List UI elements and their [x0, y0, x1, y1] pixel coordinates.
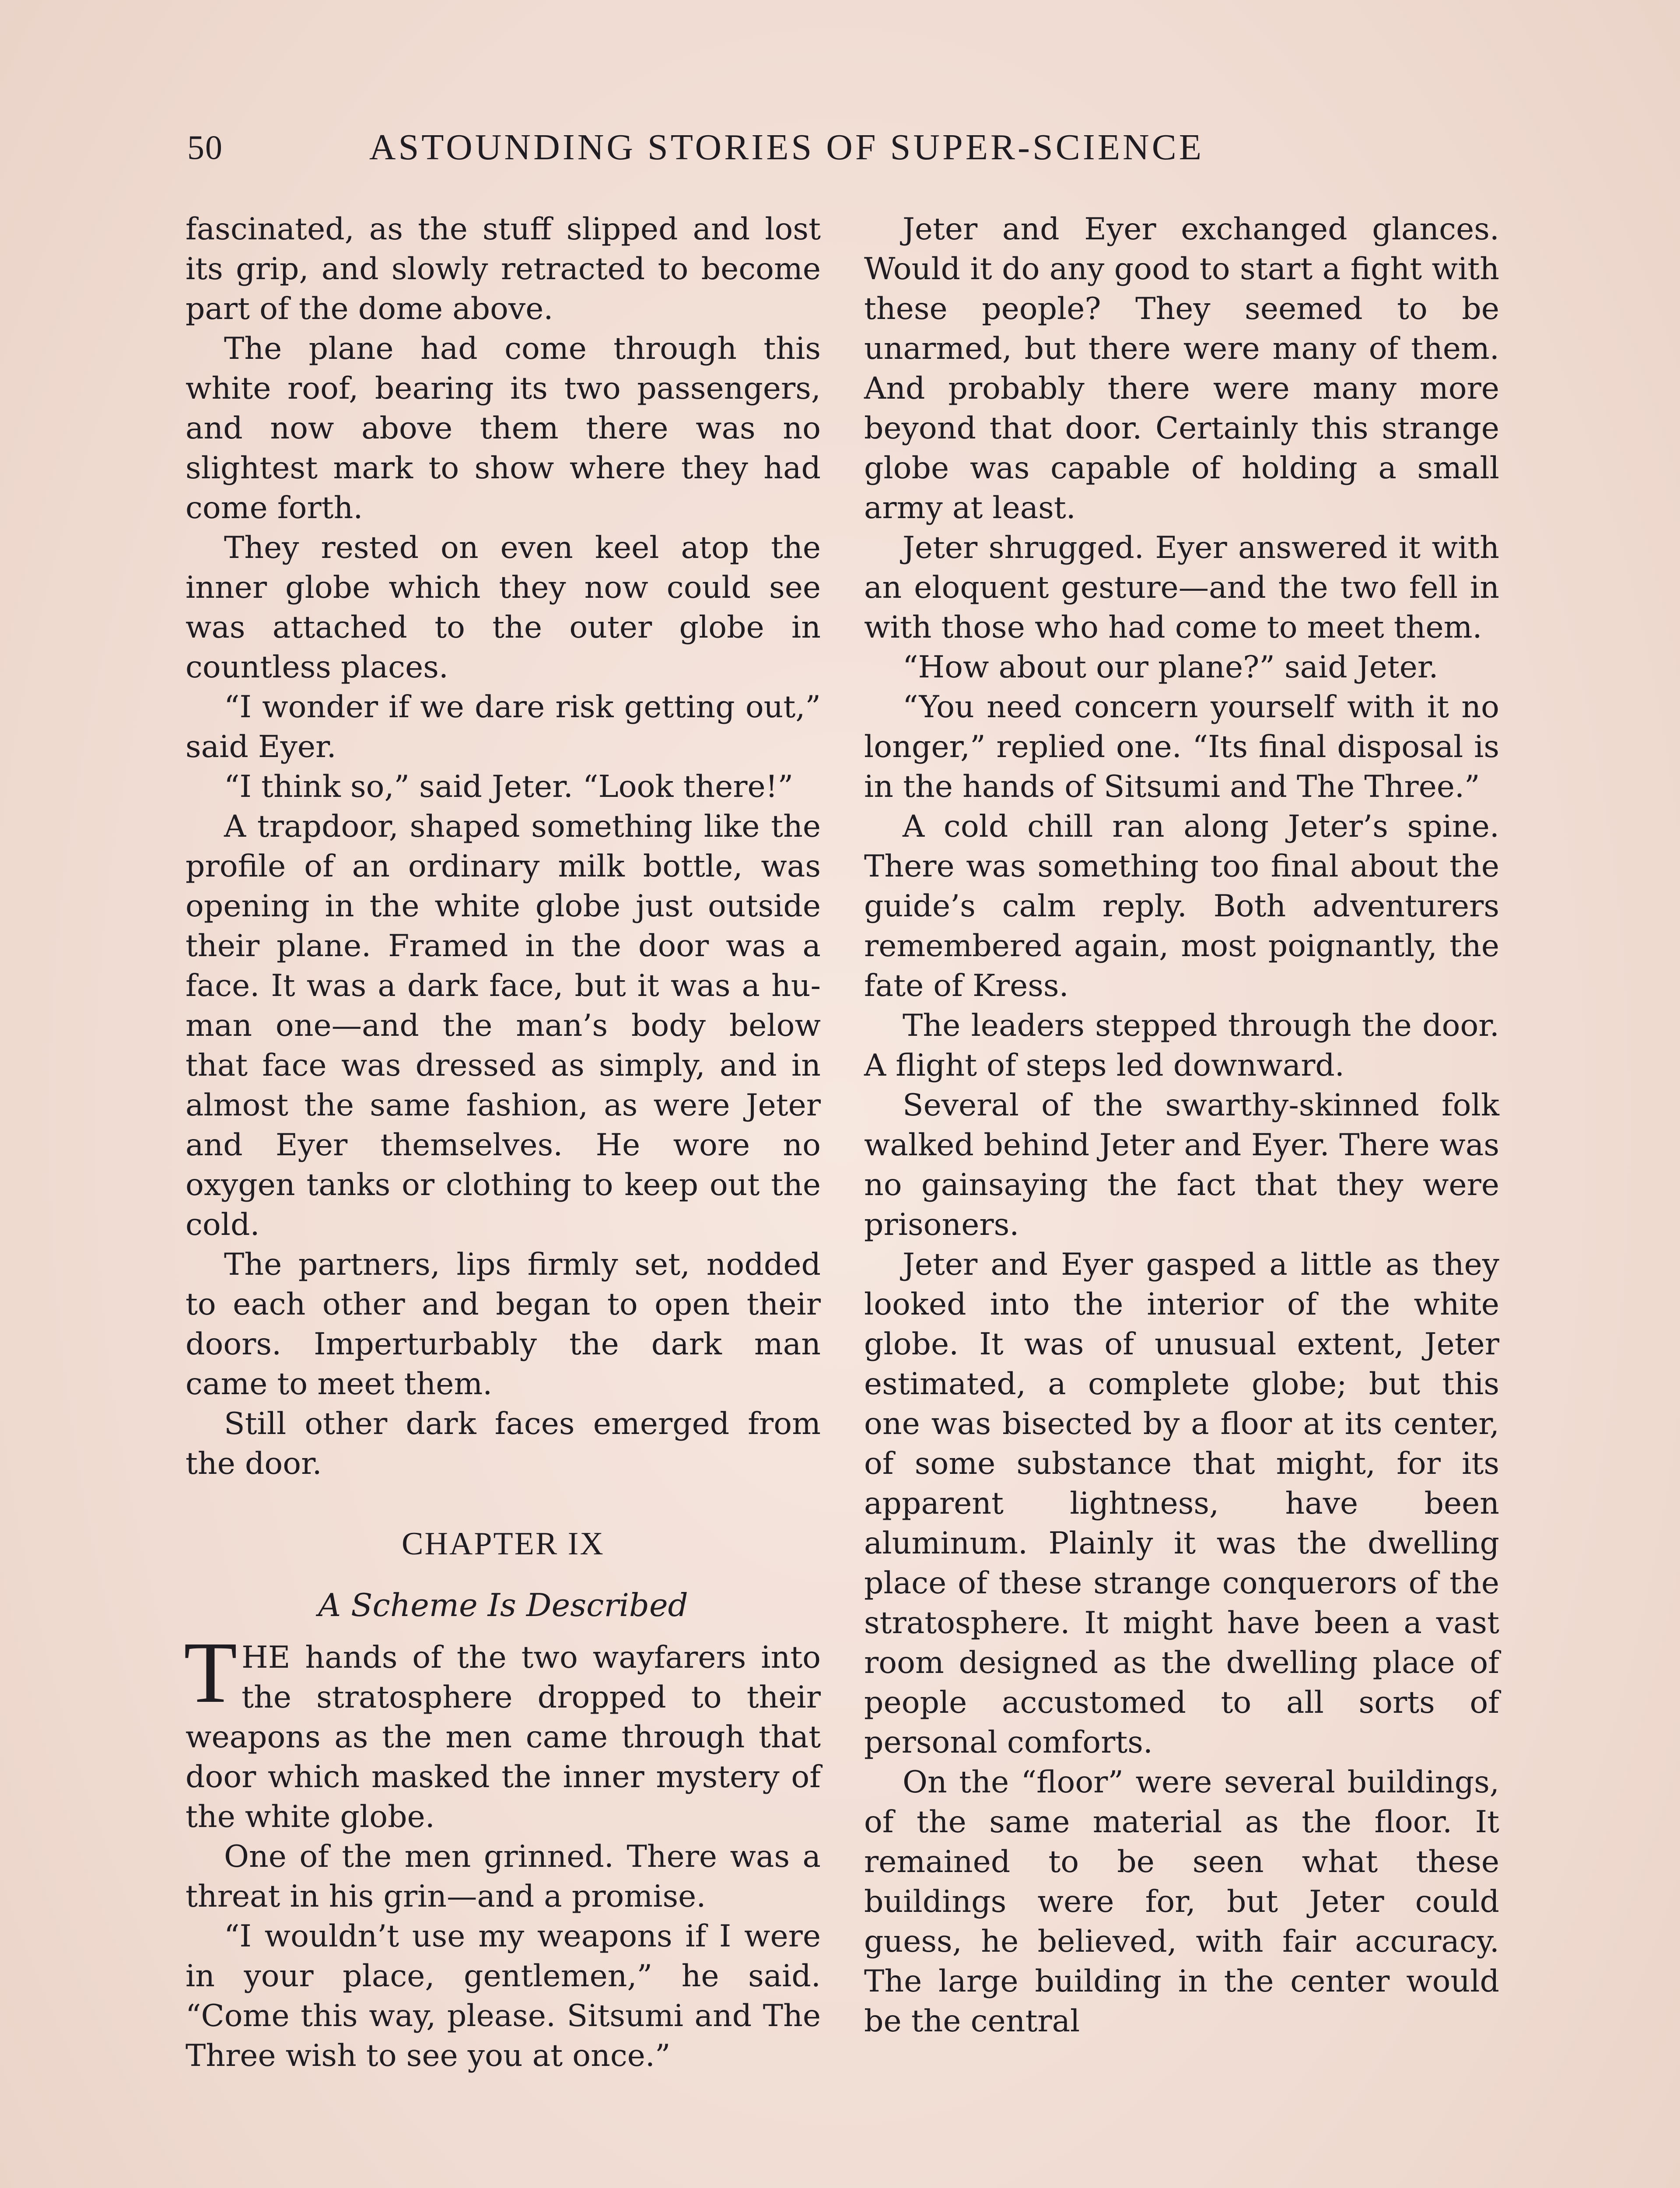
left-column: [186, 209, 821, 2076]
chapter-heading: CHAPTER IX: [402, 1526, 605, 1562]
paragraph: A cold chill ran along Jeter’s spine. There was something too final about the guide’s calm reply. Both adventurers remembered again, most poignantly, the fate of Kress.: [864, 809, 1499, 1003]
running-title: ASTOUNDING STORIES OF SUPER-SCIENCE: [369, 127, 1204, 168]
paragraph: “How about our plane?” said Jeter.: [903, 649, 1438, 685]
paragraph: “I wonder if we dare risk getting out,” said Eyer.: [186, 689, 821, 764]
paragraph: Jeter shrugged. Eyer answered it with an eloquent gesture—and the two fell in with those who had come to meet them.: [864, 530, 1499, 645]
paragraph: A trapdoor, shaped something like the profile of an ordinary milk bottle, was opening in the white globe just outside their plane. Framed in the door was a face. It was a dark face, but it was a human one—and the man’s body below that face was dressed as simply, and in almost the same fashion, as were Jeter and Eyer themselves. He wore no oxygen tanks or clothing to keep out the cold.: [186, 809, 821, 1242]
chapter-subtitle: A Scheme Is Described: [318, 1587, 688, 1623]
paragraph: “You need concern yourself with it no longer,” replied one. “Its final disposal is in the hands of Sitsumi and The Three.”: [864, 689, 1499, 804]
page-number: 50: [187, 128, 223, 166]
paragraph: Several of the swarthy-skinned folk walked behind Jeter and Eyer. There was no gainsaying the fact that they were prisoners.: [864, 1087, 1499, 1242]
paragraph: “I think so,” said Jeter. “Look there!”: [224, 769, 794, 804]
paragraph: The plane had come through this white roof, bearing its two passengers, and now above them there was no slightest mark to show where they had come forth.: [186, 331, 821, 526]
paragraph: Jeter and Eyer gasped a little as they looked into the interior of the white globe. It was of unusual extent, Jeter estimated, a complete globe; but this one was bisected by a floor at its center, of some substance that might, for its apparent lightness, have been aluminum. Plainly it was the dwelling place of these strange conquerors of the stratosphere. It might have been a vast room designed as the dwelling place of people accustomed to all sorts of personal comforts.: [864, 1247, 1499, 1760]
paragraph: On the “floor” were several buildings, of the same material as the floor. It remained to be seen what these buildings were for, but Jeter could guess, he believed, with fair accuracy. The large building in the center would be the central: [864, 1764, 1499, 2039]
drop-cap: T: [184, 1624, 238, 1721]
paragraph: Still other dark faces emerged from the door.: [186, 1406, 821, 1481]
paragraph: One of the men grinned. There was a threat in his grin—and a promise.: [186, 1839, 821, 1914]
chapter-opening-paragraph: [184, 1624, 821, 1837]
paragraph: fascinated, as the stuff slipped and lost its grip, and slowly retracted to become part of the dome above.: [186, 211, 821, 326]
paragraph: Jeter and Eyer exchanged glances. Would it do any good to start a fight with these people? They seemed to be unarmed, but there were many of them. And probably there were many more beyond that door. Certainly this strange globe was capable of holding a small army at least.: [864, 211, 1499, 526]
paragraph-text: HE hands of the two wayfarers into the stratosphere dropped to their weapons as the men came through that door which masked the inner mystery of the white globe.: [186, 1640, 821, 1834]
page-header: [187, 123, 1334, 172]
paragraph: The leaders stepped through the door. A flight of steps led downward.: [864, 1008, 1499, 1083]
right-column: [864, 209, 1499, 2041]
paragraph: “I wouldn’t use my weapons if I were in your place, gentlemen,” he said. “Come this way, please. Sitsumi and The Three wish to see you at once.”: [186, 1918, 821, 2073]
paragraph: The partners, lips firmly set, nodded to each other and began to open their doors. Imperturbably the dark man came to meet them.: [186, 1247, 821, 1402]
paragraph: They rested on even keel atop the inner globe which they now could see was attached to the outer globe in countless places.: [186, 530, 821, 685]
